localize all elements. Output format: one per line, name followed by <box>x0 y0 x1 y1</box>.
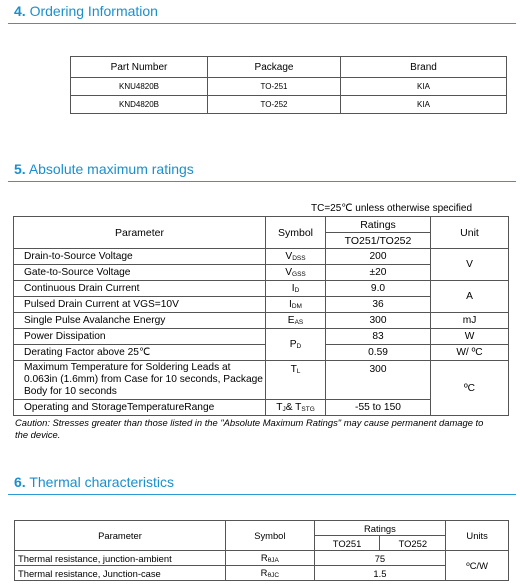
section-number: 5. <box>14 161 26 177</box>
col-to252: TO252 <box>380 536 446 551</box>
col-ratings: Ratings <box>314 521 446 536</box>
value-cell: 75 <box>314 551 446 566</box>
param-cell: Operating and StorageTemperatureRange <box>14 400 266 416</box>
symbol-cell: $V_{DSS}$ <box>266 249 326 265</box>
param-cell: Thermal resistance, junction-ambient <box>15 551 226 566</box>
absmax-section-title <box>14 161 194 177</box>
table-row <box>71 96 507 114</box>
symbol-cell: $R_{\theta JA}$ <box>226 551 315 566</box>
section-title-text: Ordering Information <box>29 3 158 19</box>
unit-cell: ºC/W <box>446 551 509 581</box>
section-number: 6. <box>14 474 26 490</box>
symbol-cell: $T_J\&$ $T_{STG}$ <box>266 400 326 416</box>
param-cell: Derating Factor above 25℃ <box>14 345 266 361</box>
package-cell: TO-251 <box>208 78 341 96</box>
table-row <box>15 566 509 581</box>
table-header-row <box>71 57 507 78</box>
col-symbol: Symbol <box>266 217 326 249</box>
value-cell: -55 to 150 <box>326 400 431 416</box>
section-divider <box>8 23 516 24</box>
section-title-text: Absolute maximum ratings <box>28 161 194 177</box>
table-row <box>71 78 507 96</box>
table-header-row <box>14 217 509 233</box>
table-row <box>14 361 509 400</box>
col-parameter: Parameter <box>15 521 226 551</box>
conditions-note: TC=25℃ unless otherwise specified <box>311 203 473 214</box>
col-package: Package <box>208 57 341 78</box>
part-number-cell: KND4820B <box>71 96 208 114</box>
brand-cell: KIA <box>341 96 507 114</box>
param-cell: Maximum Temperature for Soldering Leads at 0.063in (1.6mm) from Case for 10 seconds, Package Body for 10 seconds <box>14 361 266 400</box>
table-row <box>14 345 509 361</box>
table-row <box>14 281 509 297</box>
col-part-number: Part Number <box>71 57 208 78</box>
symbol-cell: $I_D$ <box>266 281 326 297</box>
value-cell: 36 <box>326 297 431 313</box>
unit-cell: W/ ºC <box>431 345 509 361</box>
table-row <box>15 551 509 566</box>
table-row <box>14 249 509 265</box>
value-cell: ±20 <box>326 265 431 281</box>
param-cell: Continuous Drain Current <box>14 281 266 297</box>
symbol-cell: $R_{\theta JC}$ <box>226 566 315 581</box>
value-cell: 9.0 <box>326 281 431 297</box>
param-cell: Pulsed Drain Current at VGS=10V <box>14 297 266 313</box>
unit-cell: ºC <box>431 361 509 416</box>
value-cell: 1.5 <box>314 566 446 581</box>
col-ratings: Ratings <box>326 217 431 233</box>
symbol-cell: $P_D$ <box>266 329 326 361</box>
section-number: 4. <box>14 3 26 19</box>
unit-cell: A <box>431 281 509 313</box>
col-units: Units <box>446 521 509 551</box>
ordering-table <box>70 56 507 114</box>
unit-cell: mJ <box>431 313 509 329</box>
param-cell: Drain-to-Source Voltage <box>14 249 266 265</box>
value-cell: 0.59 <box>326 345 431 361</box>
thermal-section-title <box>14 474 174 490</box>
brand-cell: KIA <box>341 78 507 96</box>
symbol-cell: $V_{GSS}$ <box>266 265 326 281</box>
param-cell: Single Pulse Avalanche Energy <box>14 313 266 329</box>
unit-cell: W <box>431 329 509 345</box>
param-cell: Gate-to-Source Voltage <box>14 265 266 281</box>
symbol-cell: $T_L$ <box>266 361 326 400</box>
part-number-cell: KNU4820B <box>71 78 208 96</box>
table-row <box>14 329 509 345</box>
col-package: TO251/TO252 <box>326 233 431 249</box>
package-cell: TO-252 <box>208 96 341 114</box>
thermal-table <box>14 520 509 581</box>
section-title-text: Thermal characteristics <box>29 474 175 490</box>
param-cell: Thermal resistance, Junction-case <box>15 566 226 581</box>
col-unit: Unit <box>431 217 509 249</box>
symbol-cell: $E_{AS}$ <box>266 313 326 329</box>
value-cell: 300 <box>326 361 431 400</box>
table-header-row <box>15 521 509 536</box>
section-divider <box>8 181 516 182</box>
absmax-table <box>13 216 509 416</box>
value-cell: 83 <box>326 329 431 345</box>
param-cell: Power Dissipation <box>14 329 266 345</box>
section-divider <box>8 494 516 495</box>
value-cell: 200 <box>326 249 431 265</box>
caution-note: Caution: Stresses greater than those listed in the "Absolute Maximum Ratings" may cause permanent damage to the device. <box>15 417 484 440</box>
table-row <box>14 313 509 329</box>
ordering-section-title <box>14 3 158 19</box>
col-brand: Brand <box>341 57 507 78</box>
symbol-cell: $I_{DM}$ <box>266 297 326 313</box>
unit-cell: V <box>431 249 509 281</box>
col-symbol: Symbol <box>226 521 315 551</box>
col-parameter: Parameter <box>14 217 266 249</box>
value-cell: 300 <box>326 313 431 329</box>
col-to251: TO251 <box>314 536 380 551</box>
